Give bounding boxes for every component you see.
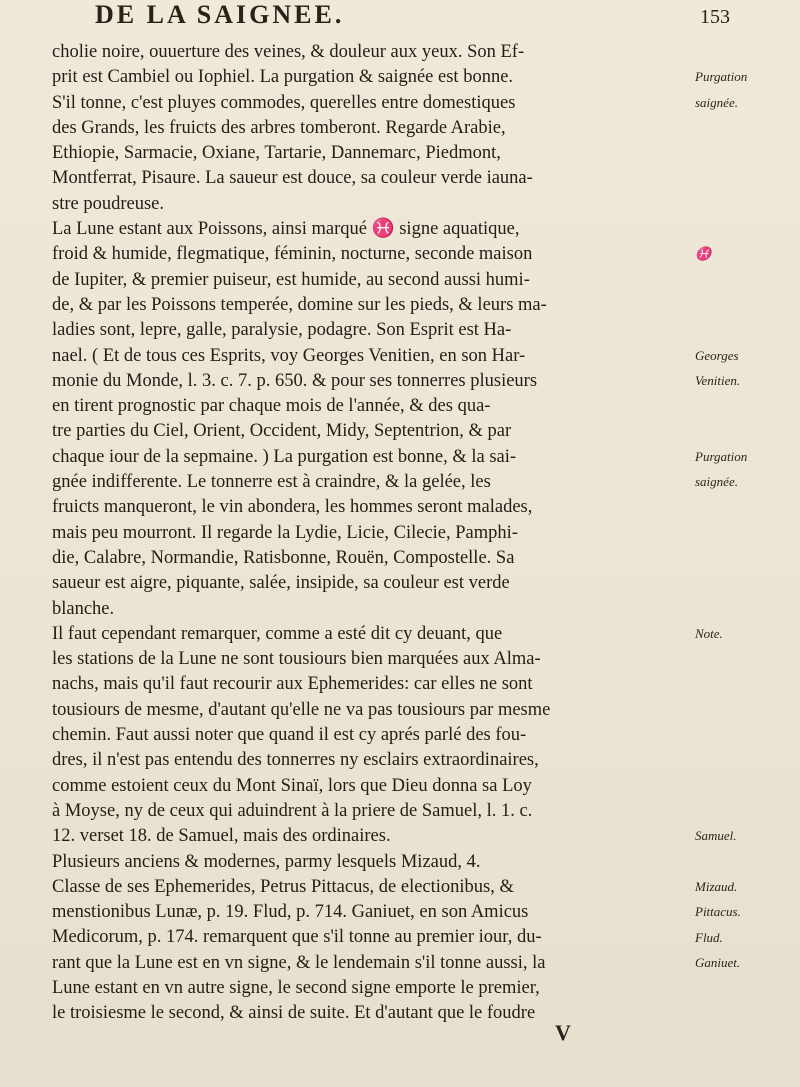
margin-note: Pittacus. bbox=[695, 904, 741, 920]
margin-note: Note. bbox=[695, 625, 723, 641]
text-line: chemin. Faut aussi noter que quand il est cy aprés parlé des fou- bbox=[52, 725, 527, 746]
text-line: ladies sont, lepre, galle, paralysie, podagre. Son Esprit est Ha- bbox=[52, 320, 512, 341]
text-line: le troisiesme le second, & ainsi de suite. Et d'autant que le foudre bbox=[52, 1003, 536, 1024]
margin-note: Ganiuet. bbox=[695, 954, 741, 970]
text-line: stre poudreuse. bbox=[52, 193, 164, 214]
text-line: des Grands, les fruicts des arbres tomberont. Regarde Arabie, bbox=[52, 117, 506, 138]
text-line: de, & par les Poissons temperée, domine sur les pieds, & leurs ma- bbox=[52, 294, 547, 315]
text-line: fruicts manqueront, le vin abondera, les hommes seront malades, bbox=[52, 497, 533, 518]
text-line: dres, il n'est pas entendu des tonnerres ny esclairs extraordinaires, bbox=[52, 750, 539, 771]
running-title: DE LA SAIGNEE. bbox=[95, 0, 345, 29]
text-line: rant que la Lune est en vn signe, & le lendemain s'il tonne aussi, la bbox=[52, 952, 546, 973]
margin-note: Georges bbox=[695, 347, 739, 363]
text-line: Il faut cependant remarquer, comme a esté dit cy deuant, que bbox=[52, 623, 503, 644]
margin-note: Purgation bbox=[695, 448, 748, 464]
text-line: en tirent prognostic par chaque mois de l'année, & des qua- bbox=[52, 396, 491, 417]
text-line: nael. ( Et de tous ces Esprits, voy Georges Venitien, en son Har- bbox=[52, 345, 526, 366]
signature-letter: V bbox=[555, 1020, 571, 1045]
text-line: La Lune estant aux Poissons, ainsi marqué ♓ signe aquatique, bbox=[52, 219, 520, 240]
text-line: gnée indifferente. Le tonnerre est à craindre, & la gelée, les bbox=[52, 472, 491, 493]
margin-note: Flud. bbox=[695, 929, 723, 945]
margin-notes bbox=[695, 40, 800, 1040]
text-line: Montferrat, Pisaure. La saueur est douce, sa couleur verde iauna- bbox=[52, 168, 533, 189]
text-line: saueur est aigre, piquante, salée, insipide, sa couleur est verde bbox=[52, 573, 510, 594]
signature-mark bbox=[555, 1020, 571, 1046]
text-line: Lune estant en vn autre signe, le second signe emporte le premier, bbox=[52, 977, 540, 998]
text-line: comme estoient ceux du Mont Sinaï, lors que Dieu donna sa Loy bbox=[52, 775, 532, 796]
page-number: 153 bbox=[700, 6, 730, 28]
text-line: les stations de la Lune ne sont tousiours bien marquées aux Alma- bbox=[52, 649, 541, 670]
text-line: froid & humide, flegmatique, féminin, nocturne, seconde maison bbox=[52, 244, 533, 265]
margin-note: Mizaud. bbox=[695, 878, 738, 894]
text-line: prit est Cambiel ou Iophiel. La purgation & saignée est bonne. bbox=[52, 67, 514, 88]
margin-note: saignée. bbox=[695, 474, 738, 490]
text-line: Classe de ses Ephemerides, Petrus Pittacus, de electionibus, & bbox=[52, 876, 514, 897]
text-line: S'il tonne, c'est pluyes commodes, querelles entre domestiques bbox=[52, 92, 516, 113]
text-line: mais peu mourront. Il regarde la Lydie, Licie, Cilecie, Pamphi- bbox=[52, 522, 518, 543]
margin-note: Venitien. bbox=[695, 372, 741, 388]
text-line: chaque iour de la sepmaine. ) La purgation est bonne, & la sai- bbox=[52, 446, 517, 467]
text-line: tre parties du Ciel, Orient, Occident, Midy, Septentrion, & par bbox=[52, 421, 512, 442]
text-line: monie du Monde, l. 3. c. 7. p. 650. & pour ses tonnerres plusieurs bbox=[52, 370, 538, 391]
margin-note: ♓ bbox=[695, 246, 712, 262]
text-line: Plusieurs anciens & modernes, parmy lesquels Mizaud, 4. bbox=[52, 851, 481, 872]
text-line: blanche. bbox=[52, 598, 115, 619]
text-line: cholie noire, ouuerture des veines, & douleur aux yeux. Son Ef- bbox=[52, 42, 525, 62]
text-line: die, Calabre, Normandie, Ratisbonne, Rouën, Compostelle. Sa bbox=[52, 547, 515, 568]
text-line: de Iupiter, & premier puiseur, est humide, au second aussi humi- bbox=[52, 269, 530, 290]
text-line: à Moyse, ny de ceux qui aduindrent à la priere de Samuel, l. 1. c. bbox=[52, 800, 533, 821]
margin-note: Samuel. bbox=[695, 828, 737, 844]
text-line: nachs, mais qu'il faut recourir aux Ephemerides: car elles ne sont bbox=[52, 674, 533, 695]
text-line: Medicorum, p. 174. remarquent que s'il tonne au premier iour, du- bbox=[52, 927, 542, 948]
main-text-block bbox=[52, 40, 692, 1027]
margin-note: saignée. bbox=[695, 94, 738, 110]
page-header bbox=[0, 0, 800, 40]
text-line: Ethiopie, Sarmacie, Oxiane, Tartarie, Dannemarc, Piedmont, bbox=[52, 143, 501, 164]
text-line: menstionibus Lunæ, p. 19. Flud, p. 714. Ganiuet, en son Amicus bbox=[52, 902, 529, 923]
text-line: tousiours de mesme, d'autant qu'elle ne va pas tousiours par mesme bbox=[52, 699, 551, 720]
margin-note: Purgation bbox=[695, 69, 748, 85]
text-line: 12. verset 18. de Samuel, mais des ordinaires. bbox=[52, 826, 391, 847]
